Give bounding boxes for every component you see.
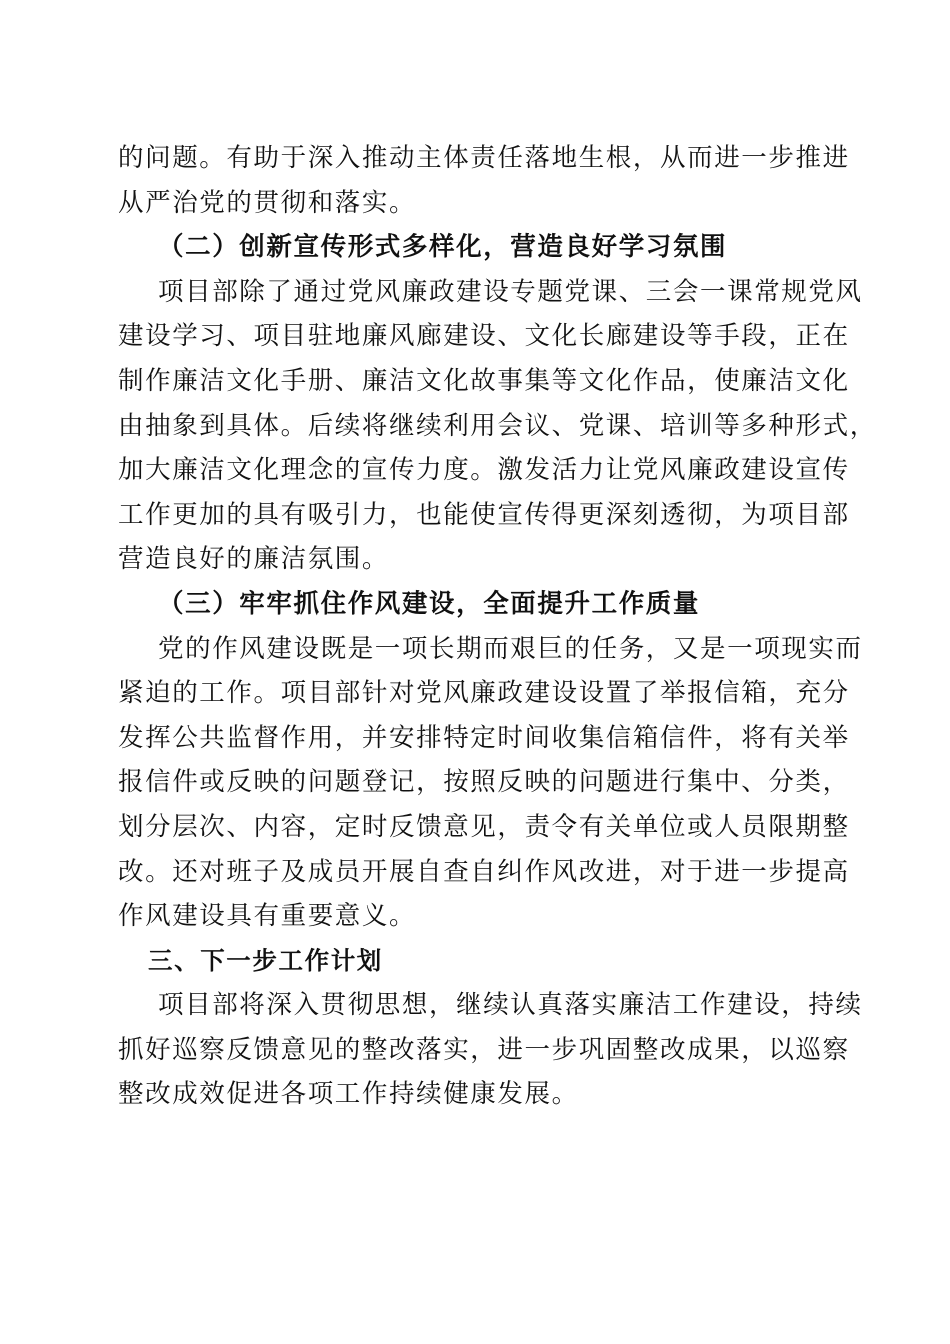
part-3-paragraph xyxy=(118,983,863,1117)
paragraph-continued xyxy=(118,136,850,225)
section-3-paragraph xyxy=(118,627,863,939)
text-line: 营造良好的廉洁氛围。 xyxy=(118,544,390,575)
section-2-paragraph xyxy=(118,270,877,582)
text-line: 建设学习、项目驻地廉风廊建设、文化长廊建设等手段，正在 xyxy=(118,321,850,352)
text-line: 项目部将深入贯彻思想，继续认真落实廉洁工作建设，持续 xyxy=(158,990,863,1021)
text-line: 从严治党的贯彻和落实。 xyxy=(118,187,417,218)
document-body xyxy=(118,136,877,1117)
text-line: 抓好巡察反馈意见的整改落实，进一步巩固整改成果，以巡察 xyxy=(118,1034,850,1065)
text-line: 由抽象到具体。后续将继续利用会议、党课、培训等多种形式， xyxy=(118,410,877,441)
text-line: 工作更加的具有吸引力，也能使宣传得更深刻透彻，为项目部 xyxy=(118,499,850,530)
text-line: 紧迫的工作。项目部针对党风廉政建设设置了举报信箱，充分 xyxy=(118,678,850,709)
text-line: 加大廉洁文化理念的宣传力度。激发活力让党风廉政建设宣传 xyxy=(118,455,850,486)
section-2-heading: （二）创新宣传形式多样化，营造良好学习氛围 xyxy=(158,232,728,263)
section-3-heading: （三）牢牢抓住作风建设，全面提升工作质量 xyxy=(158,588,701,619)
text-line: 改。还对班子及成员开展自查自纠作风改进，对于进一步提高 xyxy=(118,856,850,887)
text-line: 制作廉洁文化手册、廉洁文化故事集等文化作品，使廉洁文化 xyxy=(118,365,850,396)
part-3-heading: 三、下一步工作计划 xyxy=(148,945,383,975)
text-line: 整改成效促进各项工作持续健康发展。 xyxy=(118,1079,579,1110)
text-line: 作风建设具有重要意义。 xyxy=(118,901,417,932)
text-line: 的问题。有助于深入推动主体责任落地生根，从而进一步推进 xyxy=(118,143,850,173)
text-line: 划分层次、内容，定时反馈意见，责令有关单位或人员限期整 xyxy=(118,811,850,842)
text-line: 报信件或反映的问题登记，按照反映的问题进行集中、分类， xyxy=(118,767,850,798)
text-line: 党的作风建设既是一项长期而艰巨的任务，又是一项现实而 xyxy=(158,633,863,664)
text-line: 项目部除了通过党风廉政建设专题党课、三会一课常规党风 xyxy=(158,276,863,307)
text-line: 发挥公共监督作用，并安排特定时间收集信箱信件，将有关举 xyxy=(118,722,850,753)
